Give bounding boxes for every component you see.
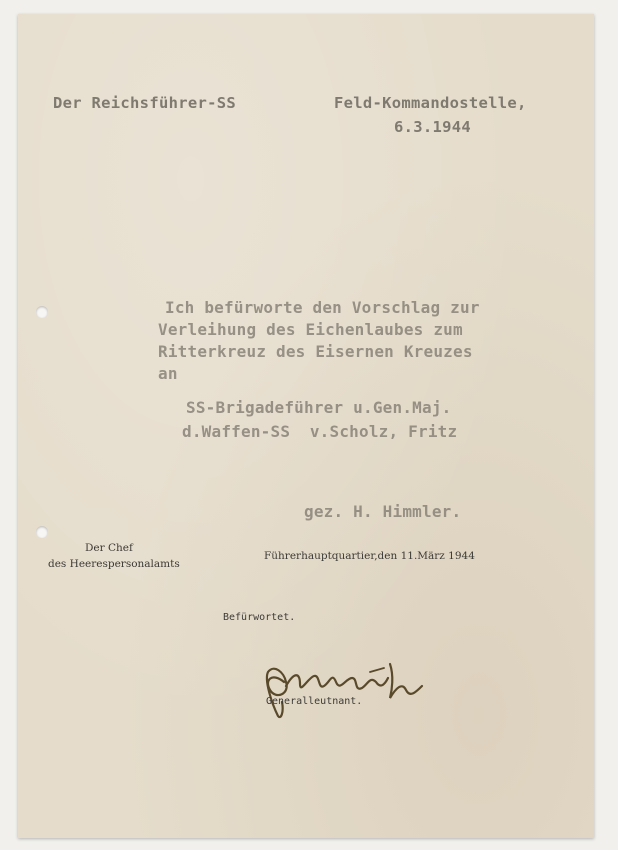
body-line-6: d.Waffen-SS v.Scholz, Fritz [182,422,458,441]
approval-note: Befürwortet. [223,612,296,623]
handwritten-signature [250,642,440,722]
body-line-2: Verleihung des Eichenlaubes zum [158,320,463,339]
header-date: 6.3.1944 [394,118,472,136]
body-line-1: Ich befürworte den Vorschlag zur [165,298,480,317]
body-line-3: Ritterkreuz des Eisernen Kreuzes [158,342,473,361]
body-line-4: an [158,364,178,383]
office-line-1: Der Chef [85,542,133,554]
sender-heading: Der Reichsführer-SS [53,94,237,112]
location-heading: Feld-Kommandostelle, [334,94,527,112]
office-line-2: des Heerespersonalamts [48,558,180,570]
punch-hole-bottom [36,526,48,538]
punch-hole-top [36,306,48,318]
signatory-rank: Generalleutnant. [266,696,363,707]
place-date: Führerhauptquartier,den 11.März 1944 [264,550,475,562]
signed-by: gez. H. Himmler. [304,502,462,521]
letter-sheet [18,14,594,838]
body-line-5: SS-Brigadeführer u.Gen.Maj. [186,398,452,417]
